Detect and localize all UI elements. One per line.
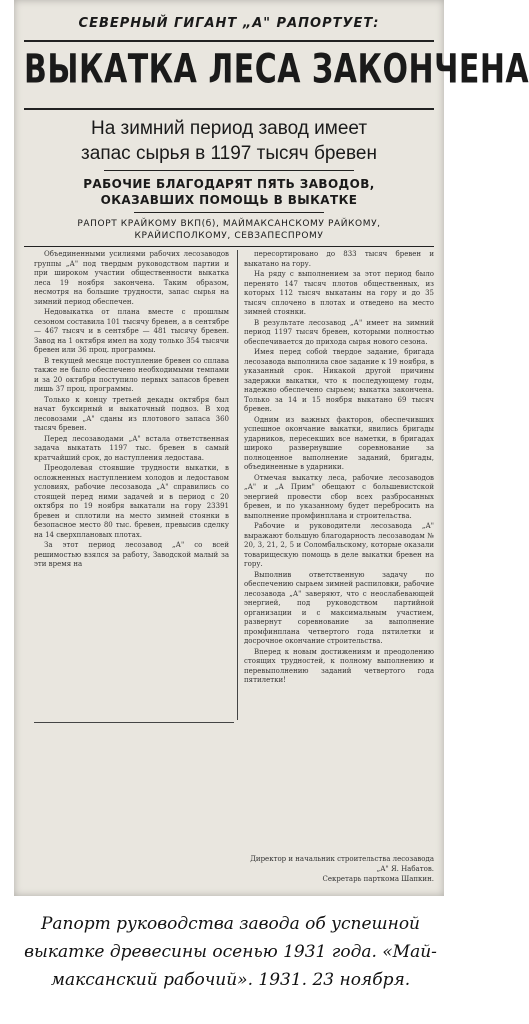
subheading [14,116,444,166]
paragraph: Преодолевая стоявшие трудности выкатки, в осложненных наступлением холодов и ледоставом условиях, рабочие лесозавода „А" справились со стоящей перед ними задачей и в период с 20 октября по 19 ноября выкатали на гору 23391 бревен и сплотили на место зимней стоянки в безопасное место 80 тыс. бревен, превысив сделку на 14 сверхплановых плотах. [34,464,229,539]
signature-line-2: Секретарь парткома Шапкин. [322,875,434,883]
rule-above-columns [24,246,434,247]
addressee-line [14,218,444,242]
caption-line-1: Рапорт руководства завода об успешной [40,914,420,934]
caption-line-2: выкатке древесины осенью 1931 года. «Май- [24,942,437,962]
paragraph: Отмечая выкатку леса, рабочие лесозаводов „А" и „А Прим" обещают с большевистской энергией провести сбор всех разбросанных бревен, и по указанному будет перебросить на выполнение промфинплана и строительства. [244,473,434,520]
article-columns [34,250,434,890]
subheading-line-1: На зимний период завод имеет [90,118,368,139]
rule-under-headline [24,108,434,110]
signature-line-1: Директор и начальник строительства лесозавода „А" Я. Набатов. [250,855,434,873]
paragraph: За этот период лесозавод „А" со всей решимостью взялся за работу, Заводской малый за эти время на [34,541,229,568]
paragraph: Одним из важных факторов, обеспечивших успешное окончание выкатки, явились бригады ударников, пересекших все наметки, в бригадах широко развернувшие соревнование за полноценное выполнение заданий, бригады, объединенные в ударники. [244,415,434,471]
paragraph: пересортировано до 833 тысяч бревен и выкатано на гору. [244,250,434,268]
newspaper-clipping [14,0,529,896]
paragraph: Перед лесозаводами „А" встала ответственная задача выкатать 1197 тыс. бревен в самый кратчайший срок, до наступления ледостава. [34,434,229,462]
image-caption [12,910,449,994]
paragraph: В результате лесозавод „А" имеет на зимний период 1197 тысяч бревен, которыми полностью обеспечивается до прихода сырья нового сезона. [244,318,434,346]
subheading-line-6: КРАЙИСПОЛКОМУ, СЕВЗАПЕСПРОМУ [134,231,324,241]
subheading-line-3: РАБОЧИЕ БЛАГОДАРЯТ ПЯТЬ ЗАВОДОВ, [83,177,375,191]
paragraph: Только к концу третьей декады октября был начат буксирный и выкаточный подвоз. В ход лесовозами „А" сданы из плотового запаса 360 тысяч бревен. [34,395,229,432]
subheading-line-5: РАПОРТ КРАЙКОМУ ВКП(б), МАЙМАКСАНСКОМУ РАЙКОМУ, [77,219,381,229]
paragraph: На ряду с выполнением за этот период было перенято 147 тысяч плотов общественных, из которых 112 тысяч выкатаны на гору и до 35 тысяч сплочено в плотах и отведено на место зимней стоянки. [244,270,434,316]
rule-mid [104,170,354,171]
paragraph: Недовыкатка от плана вместе с прошлым сезоном составила 101 тысячу бревен, а в сентябре — 467 тысяч и в сентябре — 481 тысячу бревен. Завод на 1 октября имел на ходу только 354 тысячи бревен или 36 проц. программы. [34,308,229,354]
paragraph: Объединенными усилиями рабочих лесозаводов группы „А" под твердым руководством партии и при широком участии общественности выкатка леса 19 ноября закончена. Таким образом, несмотря на большие трудности, запас сырья на зимний период обеспечен. [34,250,229,306]
article-column-left [34,250,229,720]
subheading-bold [14,176,444,208]
signature-block [244,854,434,884]
column-end-rule [34,722,234,723]
paragraph: Вперед к новым достижениям и преодолению стоящих трудностей, к полному выполнению и перевыполнению заданий четвертого года пятилетки! [244,647,434,684]
rule-top [24,40,434,42]
kicker-line: СЕВЕРНЫЙ ГИГАНТ „А" РАПОРТУЕТ: [78,16,380,31]
paragraph: В текущей месяце поступление бревен со сплава также не было обеспечено необходимыми темпами и за 20 октября поступило первых запасов бревен лишь 37 проц. программы. [34,356,229,393]
paragraph: Рабочие и руководители лесозавода „А" выражают большую благодарность лесозаводам № 20, 3, 21, 2, 5 и Соломбальскому, которые оказали товарищескую помощь в деле выкатки бревен на гору. [244,522,434,568]
column-divider [237,250,238,720]
rule-small [134,212,324,213]
paragraph: Выполнив ответственную задачу по обеспечению сырьем зимней распиловки, рабочие лесозавода „А" заверяют, что с неослабевающей энергией, под руководством партийной организации и с максимальным участием, развернут соревнование за выполнение промфинплана четвертого года пятилетки и досрочное окончание строительства. [244,570,434,645]
article-column-right [244,250,434,890]
headline: ВЫКАТКА ЛЕСА ЗАКОНЧЕНА [24,46,529,94]
subheading-line-4: ОКАЗАВШИХ ПОМОЩЬ В ВЫКАТКЕ [100,193,358,207]
paragraph: Имея перед собой твердое задание, бригада лесозавода выполнила свое задание к 19 ноября, в указанный срок. Никакой другой причины задержки выкатки, что к последующему годы, надежно обеспечено сырьем; выкатка закончена. Только за 14 и 15 ноября выкатано 69 тысяч бревен. [244,348,434,413]
subheading-line-2: запас сырья в 1197 тысяч бревен [81,143,377,164]
caption-line-3: максанский рабочий». 1931. 23 ноября. [50,970,411,990]
